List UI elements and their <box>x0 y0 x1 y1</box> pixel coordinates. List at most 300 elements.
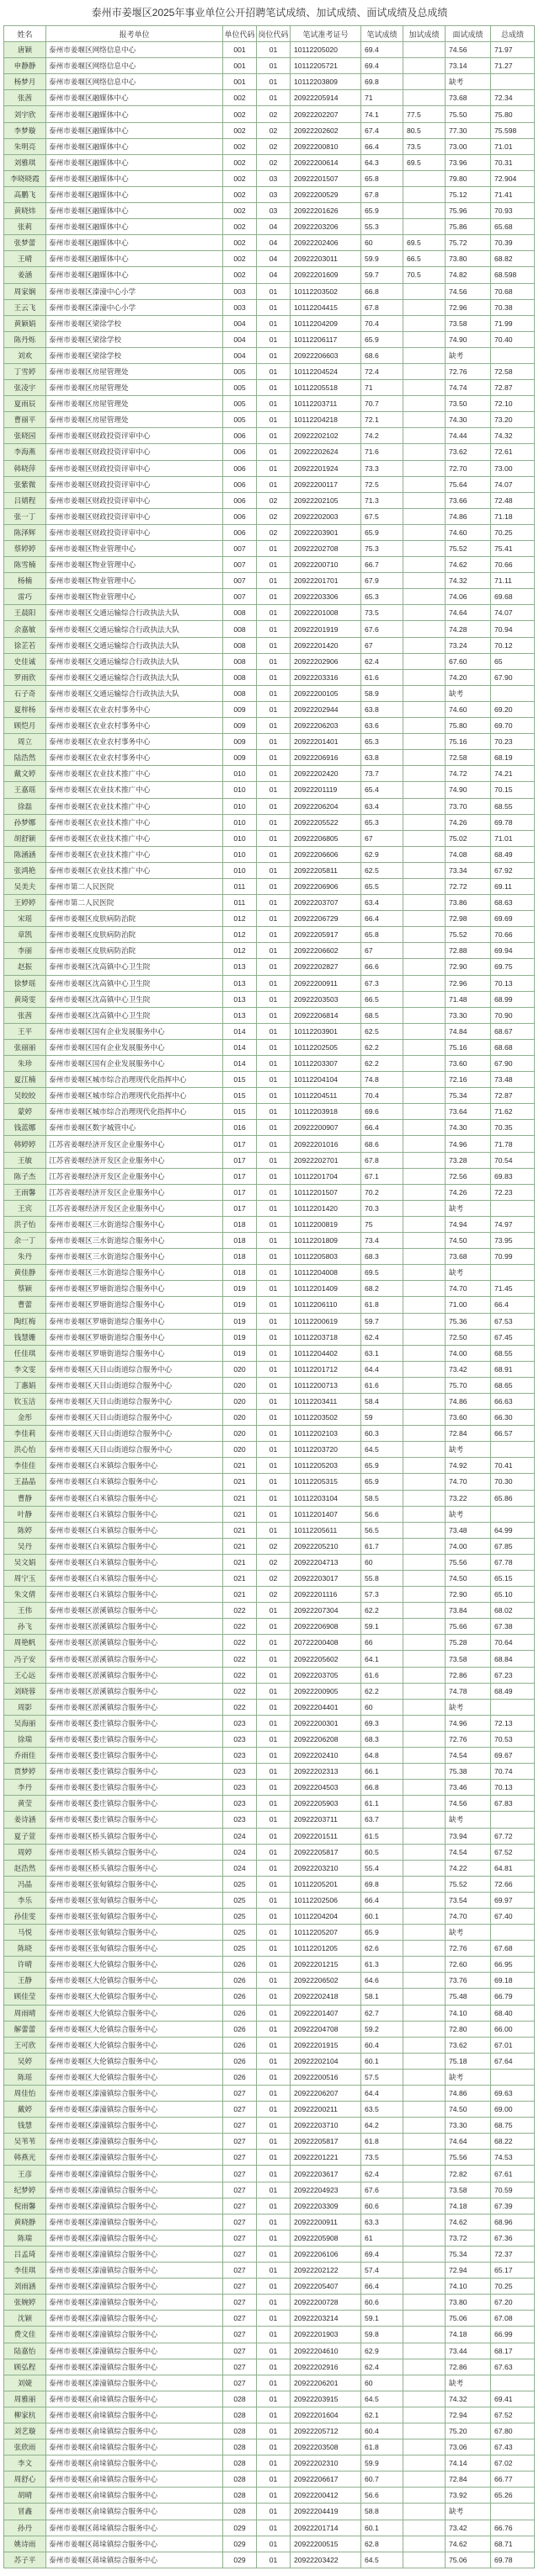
cell-extra-score <box>403 2069 446 2085</box>
cell-post-code: 01 <box>257 283 291 299</box>
cell-extra-score <box>403 412 446 428</box>
cell-ticket: 20922201507 <box>291 170 361 186</box>
cell-name: 解蕾蕾 <box>4 2021 46 2037</box>
cell-post-code: 01 <box>257 1007 291 1023</box>
cell-unit: 泰州市姜堰区天目山街道综合服务中心 <box>46 1442 223 1458</box>
cell-post-code: 01 <box>257 1313 291 1329</box>
cell-total-score: 69.20 <box>491 701 535 717</box>
cell-post-code: 01 <box>257 1345 291 1361</box>
cell-total-score: 67.90 <box>491 669 535 685</box>
cell-ticket: 10112201409 <box>291 1281 361 1297</box>
cell-ticket: 20922202944 <box>291 701 361 717</box>
cell-post-code: 01 <box>257 2102 291 2118</box>
table-row <box>4 347 535 363</box>
cell-unit-code: 008 <box>223 685 257 701</box>
cell-written-score: 67.3 <box>361 975 403 991</box>
table-row <box>4 2118 535 2134</box>
cell-post-code: 01 <box>257 1731 291 1747</box>
table-row <box>4 2166 535 2182</box>
cell-name: 周雅丽 <box>4 2391 46 2407</box>
cell-ticket: 10112201809 <box>291 1233 361 1249</box>
cell-post-code: 01 <box>257 2504 291 2520</box>
cell-total-score: 70.68 <box>491 283 535 299</box>
cell-interview-score: 72.98 <box>446 911 491 927</box>
cell-unit-code: 022 <box>223 1699 257 1715</box>
table-row <box>4 2246 535 2262</box>
cell-interview-score: 74.32 <box>446 2391 491 2407</box>
cell-post-code: 01 <box>257 1957 291 1973</box>
cell-name: 史佳诚 <box>4 653 46 669</box>
table-row <box>4 975 535 991</box>
cell-extra-score <box>403 1249 446 1265</box>
cell-total-score: 68.68 <box>491 1039 535 1055</box>
cell-written-score: 73.5 <box>361 605 403 621</box>
cell-total-score: 71.45 <box>491 1281 535 1297</box>
cell-interview-score: 74.30 <box>446 1120 491 1136</box>
cell-interview-score: 73.66 <box>446 492 491 508</box>
cell-unit: 泰州市姜堰区财政投资评审中心 <box>46 428 223 444</box>
cell-ticket: 20922205602 <box>291 1651 361 1667</box>
cell-extra-score <box>403 170 446 186</box>
cell-name: 吕婧程 <box>4 492 46 508</box>
cell-total-score: 67.39 <box>491 2198 535 2214</box>
cell-written-score: 65.9 <box>361 1458 403 1474</box>
cell-ticket: 10112205315 <box>291 1474 361 1490</box>
cell-ticket: 20922202105 <box>291 492 361 508</box>
cell-unit-code: 019 <box>223 1313 257 1329</box>
cell-name: 王静 <box>4 1973 46 1989</box>
cell-unit: 江苏省姜堰经济开发区企业服务中心 <box>46 1136 223 1152</box>
cell-ticket: 10112203307 <box>291 1056 361 1072</box>
cell-total-score: 70.66 <box>491 557 535 573</box>
cell-ticket: 20922203705 <box>291 1667 361 1683</box>
cell-ticket: 20922201116 <box>291 1587 361 1603</box>
cell-interview-score: 75.72 <box>446 235 491 251</box>
cell-written-score: 64.8 <box>361 1748 403 1764</box>
cell-unit-code: 023 <box>223 1812 257 1828</box>
table-row <box>4 251 535 267</box>
cell-ticket: 20922206814 <box>291 1007 361 1023</box>
cell-interview-score: 75.52 <box>446 541 491 557</box>
cell-interview-score: 73.96 <box>446 154 491 170</box>
cell-ticket: 20922200710 <box>291 557 361 573</box>
cell-total-score: 68.99 <box>491 991 535 1007</box>
cell-ticket: 20922202916 <box>291 2359 361 2375</box>
cell-interview-score: 74.54 <box>446 1844 491 1860</box>
cell-post-code: 01 <box>257 1104 291 1120</box>
cell-written-score: 63.6 <box>361 718 403 734</box>
table-row <box>4 1007 535 1023</box>
cell-interview-score: 73.42 <box>446 2520 491 2536</box>
cell-extra-score <box>403 1377 446 1393</box>
cell-extra-score <box>403 2295 446 2311</box>
cell-interview-score: 75.18 <box>446 2053 491 2069</box>
cell-extra-score <box>403 927 446 943</box>
cell-ticket: 20922203617 <box>291 2166 361 2182</box>
cell-unit: 泰州市第二人民医院 <box>46 895 223 911</box>
cell-ticket: 20922200614 <box>291 154 361 170</box>
cell-extra-score <box>403 2504 446 2520</box>
table-row <box>4 74 535 90</box>
col-header-name: 姓名 <box>4 26 46 42</box>
cell-unit-code: 018 <box>223 1216 257 1232</box>
cell-written-score: 63.8 <box>361 701 403 717</box>
cell-total-score: 68.96 <box>491 2214 535 2230</box>
table-row <box>4 1651 535 1667</box>
cell-name: 申静静 <box>4 58 46 74</box>
table-row <box>4 1699 535 1715</box>
cell-unit: 泰州市姜堰区娄庄镇综合服务中心 <box>46 1764 223 1780</box>
cell-unit: 泰州市姜堰区溱潼镇综合服务中心 <box>46 2150 223 2166</box>
cell-total-score: 70.54 <box>491 1152 535 1168</box>
cell-written-score: 75.3 <box>361 541 403 557</box>
cell-interview-score: 73.44 <box>446 2343 491 2359</box>
cell-written-score: 64.4 <box>361 1361 403 1377</box>
cell-interview-score: 72.16 <box>446 1072 491 1088</box>
cell-post-code: 02 <box>257 1538 291 1554</box>
cell-post-code: 01 <box>257 1233 291 1249</box>
cell-unit-code: 006 <box>223 524 257 540</box>
cell-total-score: 70.13 <box>491 1780 535 1796</box>
cell-unit: 泰州市姜堰区蒋垛镇综合服务中心 <box>46 2552 223 2568</box>
cell-extra-score <box>403 1393 446 1409</box>
cell-name: 张晓园 <box>4 428 46 444</box>
table-row <box>4 1619 535 1635</box>
cell-written-score: 66.4 <box>361 138 403 154</box>
cell-unit-code: 027 <box>223 2150 257 2166</box>
cell-unit: 泰州市姜堰区融媒体中心 <box>46 170 223 186</box>
cell-post-code: 01 <box>257 1667 291 1683</box>
cell-name: 雷巧 <box>4 589 46 605</box>
cell-unit: 泰州市姜堰区农业农村事务中心 <box>46 734 223 750</box>
cell-extra-score <box>403 1506 446 1522</box>
cell-extra-score <box>403 1442 446 1458</box>
cell-unit-code: 028 <box>223 2488 257 2504</box>
cell-unit-code: 004 <box>223 347 257 363</box>
cell-unit: 泰州市姜堰区罗塘街道综合服务中心 <box>46 1297 223 1313</box>
cell-unit: 泰州市姜堰区溱潼镇综合服务中心 <box>46 2214 223 2230</box>
cell-written-score: 64.6 <box>361 1973 403 1989</box>
cell-extra-score <box>403 2391 446 2407</box>
cell-extra-score <box>403 299 446 315</box>
cell-unit: 泰州市姜堰区网络信息中心 <box>46 74 223 90</box>
cell-interview-score: 72.70 <box>446 460 491 476</box>
cell-unit-code: 022 <box>223 1683 257 1699</box>
cell-interview-score: 74.22 <box>446 1860 491 1876</box>
table-row <box>4 878 535 894</box>
cell-post-code: 01 <box>257 1088 291 1104</box>
table-row <box>4 1233 535 1249</box>
cell-name: 黄莹 <box>4 1796 46 1812</box>
cell-extra-score <box>403 2423 446 2439</box>
cell-post-code: 01 <box>257 2279 291 2295</box>
cell-unit: 泰州市姜堰区娄庄镇综合服务中心 <box>46 1715 223 1731</box>
cell-ticket: 20922201420 <box>291 637 361 653</box>
cell-written-score: 56.6 <box>361 1506 403 1522</box>
cell-post-code: 01 <box>257 1184 291 1200</box>
cell-unit: 泰州市姜堰区物业管理中心 <box>46 573 223 589</box>
cell-unit: 泰州市姜堰区白米镇综合服务中心 <box>46 1458 223 1474</box>
cell-total-score: 74.97 <box>491 1216 535 1232</box>
cell-interview-score: 73.64 <box>446 1104 491 1120</box>
cell-unit-code: 012 <box>223 927 257 943</box>
cell-post-code: 01 <box>257 653 291 669</box>
table-row <box>4 1168 535 1184</box>
cell-written-score: 73.7 <box>361 766 403 782</box>
cell-total-score: 69.78 <box>491 2552 535 2568</box>
cell-interview-score: 72.58 <box>446 750 491 766</box>
cell-name: 沈颖 <box>4 2311 46 2327</box>
cell-extra-score <box>403 203 446 219</box>
cell-interview-score: 75.20 <box>446 2423 491 2439</box>
table-row <box>4 363 535 379</box>
cell-interview-score: 75.66 <box>446 1619 491 1635</box>
cell-name: 顾恺月 <box>4 718 46 734</box>
cell-post-code: 01 <box>257 1973 291 1989</box>
cell-interview-score: 74.64 <box>446 605 491 621</box>
table-row <box>4 1538 535 1554</box>
cell-extra-score <box>403 2407 446 2423</box>
cell-interview-score: 74.14 <box>446 2456 491 2472</box>
cell-unit-code: 022 <box>223 1651 257 1667</box>
table-row <box>4 122 535 138</box>
cell-interview-score: 74.56 <box>446 42 491 58</box>
col-header-written: 笔试成绩 <box>361 26 403 42</box>
cell-unit-code: 002 <box>223 90 257 106</box>
cell-written-score: 67.5 <box>361 508 403 524</box>
cell-written-score: 60 <box>361 2375 403 2391</box>
cell-ticket: 10112204402 <box>291 1345 361 1361</box>
cell-ticket: 20922202122 <box>291 2263 361 2279</box>
cell-total-score: 67.92 <box>491 862 535 878</box>
table-row <box>4 1088 535 1104</box>
cell-total-score: 67.38 <box>491 1619 535 1635</box>
table-row <box>4 2182 535 2198</box>
cell-written-score: 69.6 <box>361 1104 403 1120</box>
cell-unit-code: 028 <box>223 2456 257 2472</box>
cell-total-score: 65 <box>491 653 535 669</box>
cell-ticket: 20922204503 <box>291 1780 361 1796</box>
cell-written-score: 60.1 <box>361 2520 403 2536</box>
cell-total-score: 68.49 <box>491 1683 535 1699</box>
cell-name: 张凌宇 <box>4 380 46 396</box>
cell-written-score: 65.9 <box>361 524 403 540</box>
cell-name: 韩燕光 <box>4 2150 46 2166</box>
cell-post-code: 01 <box>257 1458 291 1474</box>
cell-unit-code: 008 <box>223 605 257 621</box>
cell-unit: 泰州市姜堰区城市综合治理现代化指挥中心 <box>46 1072 223 1088</box>
cell-unit: 泰州市姜堰区罗塘街道综合服务中心 <box>46 1281 223 1297</box>
cell-unit: 泰州市姜堰区淤溪镇综合服务中心 <box>46 1683 223 1699</box>
cell-post-code: 01 <box>257 862 291 878</box>
table-row <box>4 1281 535 1297</box>
cell-ticket: 20922202906 <box>291 653 361 669</box>
cell-extra-score <box>403 1168 446 1184</box>
cell-interview-score: 74.50 <box>446 2102 491 2118</box>
cell-name: 徐芷若 <box>4 637 46 653</box>
cell-name: 钱蓝娜 <box>4 1120 46 1136</box>
cell-name: 张茜 <box>4 90 46 106</box>
cell-extra-score <box>403 186 446 202</box>
cell-ticket: 20922206201 <box>291 2375 361 2391</box>
cell-post-code: 01 <box>257 991 291 1007</box>
table-row <box>4 1812 535 1828</box>
cell-ticket: 20922205712 <box>291 2423 361 2439</box>
table-row <box>4 154 535 170</box>
cell-unit: 泰州市姜堰区农业农村事务中心 <box>46 701 223 717</box>
cell-extra-score <box>403 1039 446 1055</box>
header-row <box>4 26 535 42</box>
cell-unit: 泰州市姜堰区交通运输综合行政执法大队 <box>46 685 223 701</box>
cell-unit: 泰州市姜堰区张甸镇综合服务中心 <box>46 1925 223 1941</box>
cell-unit-code: 025 <box>223 1941 257 1957</box>
table-row <box>4 1522 535 1538</box>
cell-extra-score <box>403 943 446 959</box>
cell-unit: 泰州市姜堰区梁徐学校 <box>46 315 223 331</box>
cell-unit: 泰州市姜堰区农业技术推广中心 <box>46 830 223 846</box>
cell-interview-score: 67.60 <box>446 653 491 669</box>
cell-total-score: 70.23 <box>491 734 535 750</box>
table-row <box>4 1329 535 1345</box>
cell-name: 张紫微 <box>4 476 46 492</box>
cell-total-score: 68.02 <box>491 1603 535 1619</box>
cell-unit-code: 015 <box>223 1088 257 1104</box>
cell-total-score: 70.35 <box>491 1120 535 1136</box>
table-row <box>4 1667 535 1683</box>
cell-name: 吴海丽 <box>4 1715 46 1731</box>
cell-name: 韩晓萍 <box>4 460 46 476</box>
cell-unit: 泰州市姜堰区融媒体中心 <box>46 267 223 283</box>
cell-extra-score <box>403 557 446 573</box>
cell-written-score: 73.3 <box>361 460 403 476</box>
cell-interview-score: 79.80 <box>446 170 491 186</box>
cell-total-score: 67.85 <box>491 1538 535 1554</box>
table-row <box>4 750 535 766</box>
cell-unit: 泰州市姜堰区皮肤病防治院 <box>46 927 223 943</box>
cell-name: 王平 <box>4 1023 46 1039</box>
cell-written-score: 70.4 <box>361 1088 403 1104</box>
cell-ticket: 20922201915 <box>291 2037 361 2053</box>
cell-ticket: 20922203422 <box>291 2552 361 2568</box>
cell-interview-score: 73.62 <box>446 444 491 460</box>
cell-name: 吴婷 <box>4 2053 46 2069</box>
cell-unit: 泰州市姜堰区农业技术推广中心 <box>46 814 223 830</box>
cell-name: 夏雨辰 <box>4 396 46 412</box>
table-row <box>4 2439 535 2456</box>
cell-unit: 泰州市姜堰区桥头镇综合服务中心 <box>46 1828 223 1844</box>
cell-ticket: 20922201119 <box>291 782 361 798</box>
table-row <box>4 1216 535 1232</box>
cell-interview-score: 缺考 <box>446 1265 491 1281</box>
cell-unit: 泰州市姜堰区白米镇综合服务中心 <box>46 1571 223 1587</box>
cell-total-score: 72.48 <box>491 492 535 508</box>
cell-post-code: 01 <box>257 74 291 90</box>
cell-ticket: 20922202410 <box>291 1748 361 1764</box>
cell-unit: 泰州市姜堰区大伦镇综合服务中心 <box>46 1989 223 2005</box>
cell-extra-score <box>403 1313 446 1329</box>
cell-unit-code: 005 <box>223 380 257 396</box>
cell-unit-code: 010 <box>223 798 257 814</box>
cell-written-score: 64.5 <box>361 2391 403 2407</box>
cell-unit: 泰州市姜堰区农业技术推广中心 <box>46 846 223 862</box>
cell-unit: 泰州市姜堰区白米镇综合服务中心 <box>46 1506 223 1522</box>
cell-total-score: 69.00 <box>491 2102 535 2118</box>
cell-extra-score <box>403 1892 446 1908</box>
cell-unit-code: 021 <box>223 1506 257 1522</box>
cell-interview-score: 75.50 <box>446 106 491 122</box>
cell-interview-score: 72.86 <box>446 1667 491 1683</box>
cell-unit-code: 021 <box>223 1571 257 1587</box>
cell-written-score: 66.5 <box>361 991 403 1007</box>
cell-written-score: 64.1 <box>361 1651 403 1667</box>
cell-written-score: 71 <box>361 380 403 396</box>
table-row <box>4 895 535 911</box>
cell-post-code: 01 <box>257 444 291 460</box>
cell-written-score: 59.1 <box>361 2311 403 2327</box>
cell-post-code: 01 <box>257 927 291 943</box>
cell-unit-code: 010 <box>223 782 257 798</box>
cell-name: 夏子萱 <box>4 1828 46 1844</box>
cell-written-score: 63.1 <box>361 1345 403 1361</box>
cell-written-score: 65.3 <box>361 734 403 750</box>
cell-post-code: 01 <box>257 380 291 396</box>
cell-post-code: 01 <box>257 911 291 927</box>
cell-name: 陈丹烁 <box>4 331 46 347</box>
cell-interview-score: 72.50 <box>446 1329 491 1345</box>
cell-ticket: 20922206805 <box>291 830 361 846</box>
cell-interview-score: 73.46 <box>446 1780 491 1796</box>
cell-interview-score: 74.54 <box>446 1748 491 1764</box>
cell-unit: 泰州市姜堰区网络信息中心 <box>46 58 223 74</box>
cell-written-score: 67 <box>361 830 403 846</box>
cell-post-code: 01 <box>257 734 291 750</box>
cell-total-score: 71.97 <box>491 42 535 58</box>
cell-interview-score: 75.86 <box>446 219 491 235</box>
cell-name: 苏子平 <box>4 2552 46 2568</box>
cell-interview-score: 75.28 <box>446 1635 491 1651</box>
cell-interview-score: 73.30 <box>446 1007 491 1023</box>
cell-extra-score <box>403 895 446 911</box>
cell-name: 刘雅琪 <box>4 154 46 170</box>
cell-interview-score: 73.76 <box>446 1973 491 1989</box>
cell-name: 石子奇 <box>4 685 46 701</box>
cell-name: 蔡颖 <box>4 1281 46 1297</box>
cell-unit-code: 027 <box>223 2359 257 2375</box>
table-row <box>4 1184 535 1200</box>
cell-unit: 泰州市姜堰区白米镇综合服务中心 <box>46 1522 223 1538</box>
cell-unit: 泰州市姜堰区城市综合治理现代化指挥中心 <box>46 1104 223 1120</box>
cell-interview-score: 73.70 <box>446 798 491 814</box>
cell-total-score: 70.40 <box>491 331 535 347</box>
cell-extra-score <box>403 283 446 299</box>
cell-ticket: 20922202602 <box>291 122 361 138</box>
cell-total-score: 74.21 <box>491 766 535 782</box>
cell-post-code: 01 <box>257 1297 291 1313</box>
cell-name: 戴婷 <box>4 2102 46 2118</box>
cell-post-code: 01 <box>257 1039 291 1055</box>
cell-total-score: 67.43 <box>491 2439 535 2456</box>
table-row <box>4 846 535 862</box>
cell-total-score <box>491 1442 535 1458</box>
cell-extra-score <box>403 428 446 444</box>
cell-unit: 泰州市姜堰区罗塘街道综合服务中心 <box>46 1329 223 1345</box>
cell-ticket: 20922206606 <box>291 846 361 862</box>
cell-interview-score: 73.50 <box>446 396 491 412</box>
cell-name: 刘雨涵 <box>4 2279 46 2295</box>
cell-post-code: 01 <box>257 782 291 798</box>
cell-ticket: 20922204401 <box>291 1699 361 1715</box>
cell-unit-code: 021 <box>223 1474 257 1490</box>
